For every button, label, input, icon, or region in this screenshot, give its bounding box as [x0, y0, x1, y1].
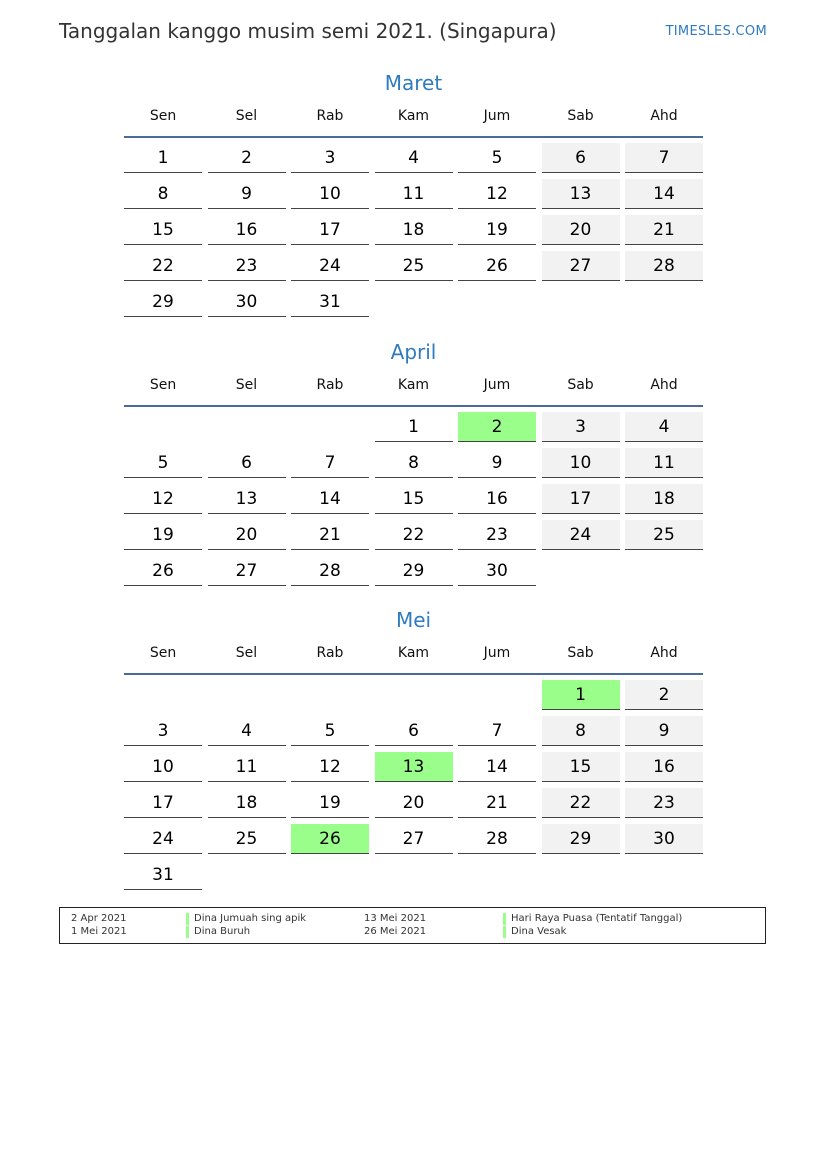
day-cell: 11 [208, 752, 286, 782]
legend-date: 2 Apr 2021 [71, 913, 127, 924]
day-cell: 23 [208, 251, 286, 281]
day-cell: 19 [124, 520, 202, 550]
day-cell: 19 [458, 215, 536, 245]
weekday-label: Rab [316, 108, 344, 124]
weekday-label: Sel [235, 377, 258, 393]
day-cell: 5 [291, 716, 369, 746]
day-cell: 29 [124, 287, 202, 317]
day-cell: 24 [124, 824, 202, 854]
day-cell: 15 [124, 215, 202, 245]
day-cell: 5 [458, 143, 536, 173]
day-cell: 12 [291, 752, 369, 782]
weekday-label: Rab [316, 645, 344, 661]
weekday-label: Sen [149, 645, 177, 661]
holiday-day-cell: 13 [375, 752, 453, 782]
day-cell: 25 [375, 251, 453, 281]
weekday-label: Ahd [650, 645, 678, 661]
day-cell: 14 [458, 752, 536, 782]
weekday-header [124, 641, 703, 671]
day-cell: 26 [124, 556, 202, 586]
day-cell: 19 [291, 788, 369, 818]
day-grid [124, 675, 703, 897]
day-cell: 20 [208, 520, 286, 550]
legend-holiday-name: Dina Vesak [503, 926, 566, 938]
day-cell: 16 [208, 215, 286, 245]
weekday-label: Sen [149, 108, 177, 124]
day-cell: 26 [458, 251, 536, 281]
day-cell: 4 [208, 716, 286, 746]
day-cell: 28 [458, 824, 536, 854]
day-cell: 27 [542, 251, 620, 281]
day-cell: 4 [625, 412, 703, 442]
day-cell: 17 [542, 484, 620, 514]
day-cell: 28 [625, 251, 703, 281]
day-cell: 1 [375, 412, 453, 442]
day-cell: 29 [375, 556, 453, 586]
day-cell: 4 [375, 143, 453, 173]
day-cell: 25 [208, 824, 286, 854]
legend-date: 1 Mei 2021 [71, 926, 127, 937]
day-cell: 3 [291, 143, 369, 173]
day-cell: 7 [291, 448, 369, 478]
day-cell: 10 [542, 448, 620, 478]
day-cell: 3 [542, 412, 620, 442]
day-cell: 30 [625, 824, 703, 854]
legend-date: 26 Mei 2021 [364, 926, 427, 937]
day-cell: 17 [124, 788, 202, 818]
brand-link[interactable]: TIMESLES.COM [665, 24, 767, 39]
day-cell: 9 [458, 448, 536, 478]
weekday-label: Kam [397, 377, 430, 393]
month-title: Maret [384, 71, 443, 95]
weekday-label: Jum [483, 645, 511, 661]
day-cell: 14 [291, 484, 369, 514]
day-cell: 14 [625, 179, 703, 209]
day-cell: 2 [625, 680, 703, 710]
holiday-legend [59, 907, 766, 944]
month-calendar [124, 605, 703, 897]
legend-date: 13 Mei 2021 [364, 913, 427, 924]
day-cell: 21 [458, 788, 536, 818]
day-cell: 13 [542, 179, 620, 209]
day-cell: 24 [291, 251, 369, 281]
day-cell: 25 [625, 520, 703, 550]
holiday-day-cell: 1 [542, 680, 620, 710]
day-cell: 27 [208, 556, 286, 586]
holiday-day-cell: 2 [458, 412, 536, 442]
weekday-header [124, 104, 703, 134]
day-cell: 15 [375, 484, 453, 514]
day-cell: 31 [291, 287, 369, 317]
holiday-day-cell: 26 [291, 824, 369, 854]
day-cell: 21 [291, 520, 369, 550]
day-cell: 23 [458, 520, 536, 550]
legend-holiday-name: Hari Raya Puasa (Tentatif Tanggal) [503, 913, 682, 925]
month-title: April [390, 340, 437, 364]
weekday-label: Sab [567, 645, 594, 661]
weekday-label: Rab [316, 377, 344, 393]
day-cell: 6 [542, 143, 620, 173]
weekday-label: Jum [483, 108, 511, 124]
page-title: Tanggalan kanggo musim semi 2021. (Singapura) [59, 19, 557, 43]
weekday-label: Kam [397, 645, 430, 661]
day-cell: 24 [542, 520, 620, 550]
day-cell: 12 [124, 484, 202, 514]
day-cell: 22 [124, 251, 202, 281]
day-cell: 22 [542, 788, 620, 818]
day-cell: 1 [124, 143, 202, 173]
day-cell: 10 [291, 179, 369, 209]
month-calendar [124, 68, 703, 324]
day-cell: 18 [625, 484, 703, 514]
day-cell: 21 [625, 215, 703, 245]
day-cell: 12 [458, 179, 536, 209]
weekday-label: Sel [235, 108, 258, 124]
weekday-label: Sab [567, 377, 594, 393]
day-cell: 18 [208, 788, 286, 818]
day-cell: 15 [542, 752, 620, 782]
month-calendar [124, 337, 703, 593]
day-cell: 7 [458, 716, 536, 746]
day-cell: 28 [291, 556, 369, 586]
weekday-label: Sel [235, 645, 258, 661]
day-cell: 8 [542, 716, 620, 746]
legend-holiday-name: Dina Jumuah sing apik [186, 913, 306, 925]
day-cell: 5 [124, 448, 202, 478]
weekday-label: Sab [567, 108, 594, 124]
day-cell: 6 [208, 448, 286, 478]
day-cell: 11 [375, 179, 453, 209]
day-cell: 30 [208, 287, 286, 317]
weekday-label: Jum [483, 377, 511, 393]
day-cell: 9 [208, 179, 286, 209]
day-cell: 20 [542, 215, 620, 245]
weekday-label: Ahd [650, 377, 678, 393]
day-cell: 9 [625, 716, 703, 746]
day-cell: 8 [124, 179, 202, 209]
weekday-label: Sen [149, 377, 177, 393]
day-cell: 20 [375, 788, 453, 818]
day-cell: 29 [542, 824, 620, 854]
month-title: Mei [395, 608, 432, 632]
day-cell: 11 [625, 448, 703, 478]
day-cell: 17 [291, 215, 369, 245]
day-cell: 16 [458, 484, 536, 514]
day-cell: 23 [625, 788, 703, 818]
day-cell: 18 [375, 215, 453, 245]
day-cell: 27 [375, 824, 453, 854]
day-cell: 10 [124, 752, 202, 782]
day-cell: 16 [625, 752, 703, 782]
legend-holiday-name: Dina Buruh [186, 926, 250, 938]
day-grid [124, 138, 703, 324]
weekday-label: Ahd [650, 108, 678, 124]
day-cell: 22 [375, 520, 453, 550]
day-cell: 7 [625, 143, 703, 173]
day-cell: 6 [375, 716, 453, 746]
weekday-header [124, 373, 703, 403]
day-cell: 3 [124, 716, 202, 746]
day-cell: 13 [208, 484, 286, 514]
weekday-label: Kam [397, 108, 430, 124]
day-grid [124, 407, 703, 593]
day-cell: 31 [124, 860, 202, 890]
day-cell: 8 [375, 448, 453, 478]
day-cell: 30 [458, 556, 536, 586]
day-cell: 2 [208, 143, 286, 173]
